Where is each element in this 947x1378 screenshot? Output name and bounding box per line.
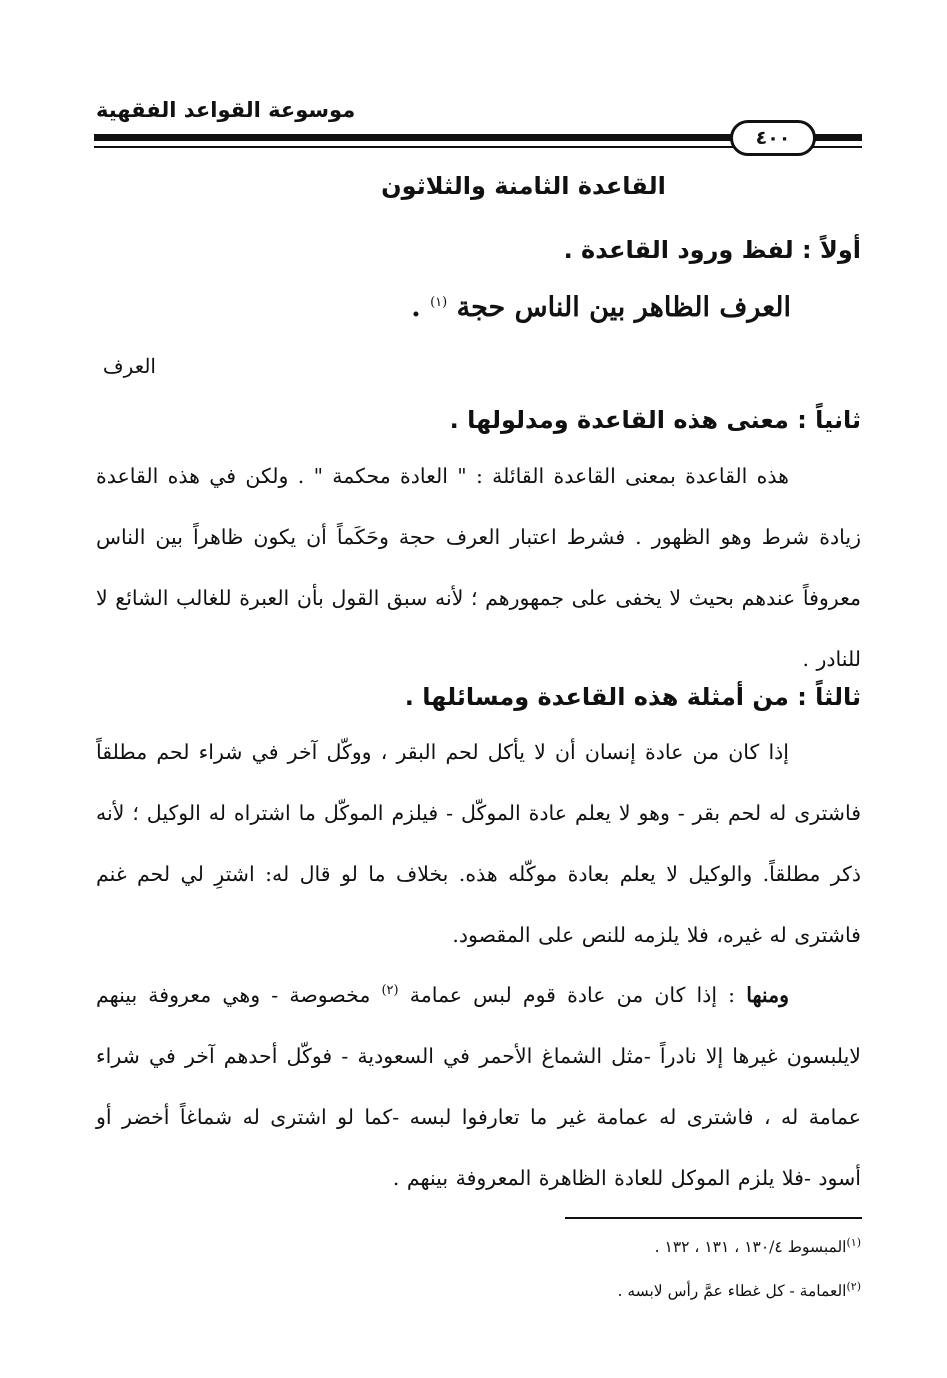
footnote-ref-1: (١) xyxy=(430,295,448,310)
footnote-1-text: المبسوط ١٣٠/٤ ، ١٣١ ، ١٣٢ . xyxy=(654,1238,847,1257)
keyword-label: العرف xyxy=(102,354,156,378)
footnote-1 xyxy=(655,1236,861,1256)
section-heading-meaning: ثانياً : معنى هذه القاعدة ومدلولها . xyxy=(449,406,861,434)
running-title: موسوعة القواعد الفقهية xyxy=(96,98,356,122)
footnote-separator xyxy=(565,1217,862,1219)
footnote-1-mark: (١) xyxy=(846,1236,861,1249)
example-paragraph-1 xyxy=(96,722,861,966)
example-1-text: إذا كان من عادة إنسان أن لا يأكل لحم البقر ، ووكّل آخر في شراء لحم مطلقاً فاشترى له لحم بقر - وهو لا يعلم عادة الموكّل - فيلزم الموكّل ما اشتراه له الوكيل ؛ لأنه ذكر مطلقاً. والوكيل لا يعلم بعادة موكّله هذه. بخلاف ما لو قال له: اشترِ لي لحم غنم فاشترى له غيره، فلا يلزمه للنص على المقصود. xyxy=(96,740,861,947)
rule-statement-end: . xyxy=(411,292,421,323)
footnote-2 xyxy=(618,1280,862,1300)
meaning-text: هذه القاعدة بمعنى القاعدة القائلة : " العادة محكمة " . ولكن في هذه القاعدة زيادة شرط وهو الظهور . فشرط اعتبار العرف حجة وحَكَماً أن يكون ظاهراً بين الناس معروفاً عندهم بحيث لا يخفى على جمهورهم ؛ لأنه سبق القول بأن العبرة للغالب الشائع لا للنادر . xyxy=(96,464,861,671)
page-number: ٤٠٠ xyxy=(730,120,816,156)
meaning-paragraph xyxy=(96,446,861,690)
rule-title: القاعدة الثامنة والثلاثون xyxy=(381,172,666,200)
section-heading-wording: أولاً : لفظ ورود القاعدة . xyxy=(563,236,861,264)
example-paragraph-2 xyxy=(96,960,861,1209)
example-2-text-a: : إذا كان من عادة قوم لبس عمامة xyxy=(398,982,747,1007)
example-2-text-b: مخصوصة - وهي معروفة بينهم لايلبسون غيرها إلا نادراً -مثل الشماغ الأحمر في السعودية - فوكّل أحدهم آخر في شراء عمامة له ، فاشترى له عمامة غير ما تعارفوا لبسه -كما لو اشترى له شماغاً أخضر أو أسود -فلا يلزم الموكل للعادة الظاهرة المعروفة بينهم . xyxy=(96,982,861,1190)
footnote-2-mark: (٢) xyxy=(846,1280,861,1293)
rule-statement-text: العرف الظاهر بين الناس حجة xyxy=(456,292,791,323)
rule-statement xyxy=(411,292,791,323)
footnote-ref-2: (٢) xyxy=(381,983,399,998)
section-heading-examples: ثالثاً : من أمثلة هذه القاعدة ومسائلها . xyxy=(404,683,861,711)
footnote-2-text: العمامة - كل غطاء عمَّ رأس لابسه . xyxy=(617,1282,847,1301)
example-2-lead: ومنها xyxy=(746,982,789,1007)
